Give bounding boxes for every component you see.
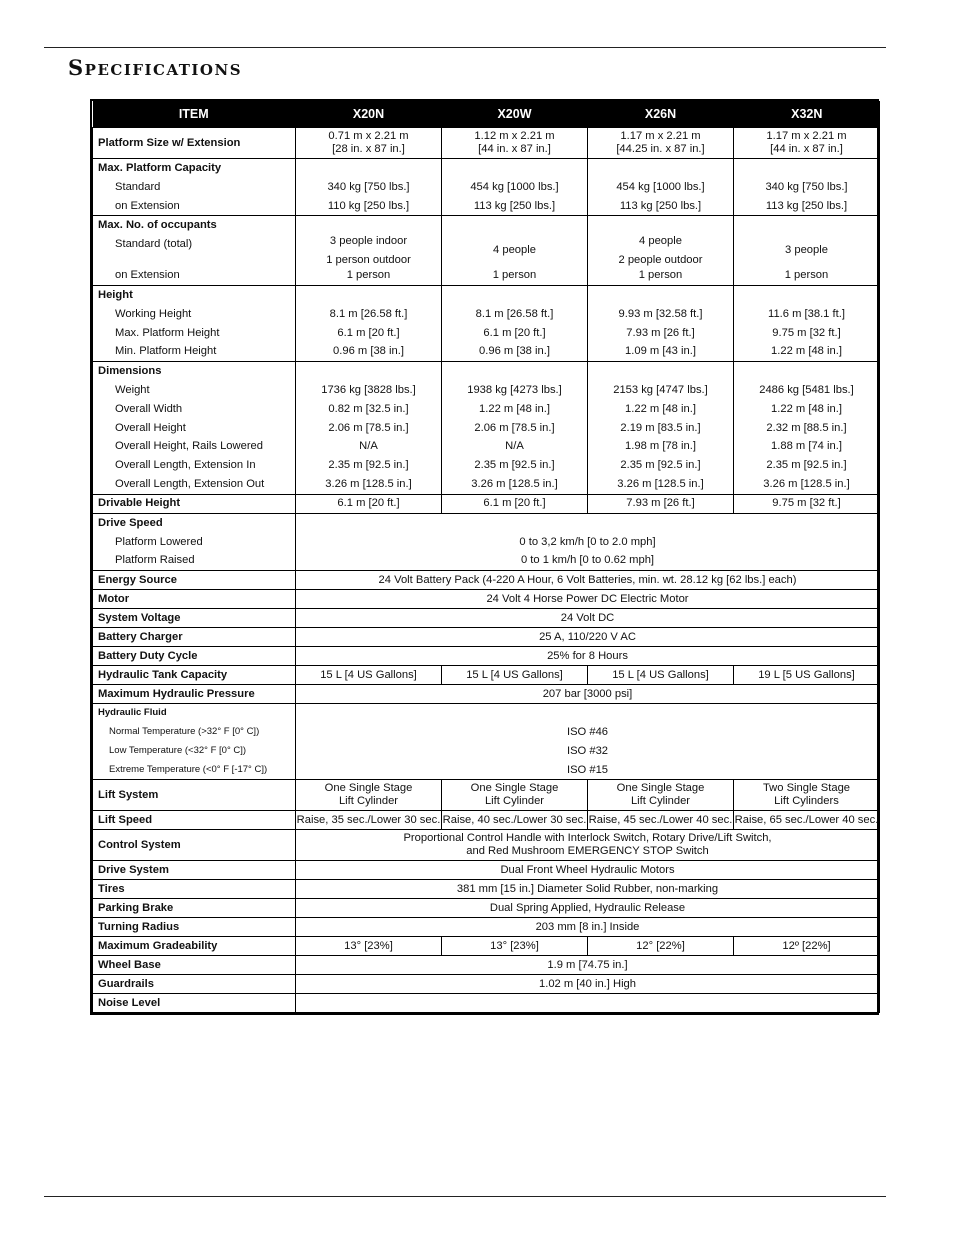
table-cell: 8.1 m [26.58 ft.] 6.1 m [20 ft.] 0.96 m [38 in.] [442, 285, 588, 361]
row-label: Dimensions Weight Overall Width Overall Height Overall Height, Rails Lowered Overall Length, Extension In Overall Length, Extension Out [93, 362, 296, 495]
table-row [93, 994, 880, 1013]
table-cell: Dual Front Wheel Hydraulic Motors [296, 861, 880, 880]
table-cell: 25% for 8 Hours [296, 647, 880, 666]
table-row [93, 918, 880, 937]
header-model: X20W [442, 101, 588, 128]
table-cell: 0 to 3,2 km/h [0 to 2.0 mph] 0 to 1 km/h [0 to 0.62 mph] [296, 513, 880, 570]
table-cell: 15 L [4 US Gallons] [296, 666, 442, 685]
table-cell: 203 mm [8 in.] Inside [296, 918, 880, 937]
table-row [93, 628, 880, 647]
table-cell: One Single Stage Lift Cylinder [442, 780, 588, 811]
row-label: Max. No. of occupants Standard (total) on Extension [93, 216, 296, 286]
table-cell: 3 people indoor 1 person outdoor 1 person [296, 216, 442, 286]
table-row [93, 975, 880, 994]
top-rule [44, 47, 886, 48]
table-cell: 454 kg [1000 lbs.] 113 kg [250 lbs.] [588, 159, 734, 216]
table-cell: 207 bar [3000 psi] [296, 685, 880, 704]
table-cell: 19 L [5 US Gallons] [734, 666, 880, 685]
table-cell: 454 kg [1000 lbs.] 113 kg [250 lbs.] [442, 159, 588, 216]
table-cell: 8.1 m [26.58 ft.] 6.1 m [20 ft.] 0.96 m [38 in.] [296, 285, 442, 361]
row-label: Turning Radius [93, 918, 296, 937]
table-cell: Raise, 35 sec./Lower 30 sec. [296, 811, 442, 830]
row-label: Drive Speed Platform Lowered Platform Raised [93, 513, 296, 570]
table-cell: Proportional Control Handle with Interlock Switch, Rotary Drive/Lift Switch, and Red Mushroom EMERGENCY STOP Switch [296, 830, 880, 861]
row-label: Platform Size w/ Extension [93, 128, 296, 159]
table-row [93, 216, 880, 286]
table-cell: 4 people 2 people outdoor 1 person [588, 216, 734, 286]
row-label: Maximum Gradeability [93, 937, 296, 956]
table-row [93, 590, 880, 609]
page-title: Specifications [68, 55, 243, 80]
table-cell: 24 Volt DC [296, 609, 880, 628]
table-row [93, 780, 880, 811]
table-cell [296, 994, 880, 1013]
table-cell: 13° [23%] [442, 937, 588, 956]
header-model: X26N [588, 101, 734, 128]
table-row [93, 513, 880, 570]
table-cell: One Single Stage Lift Cylinder [296, 780, 442, 811]
table-cell: 7.93 m [26 ft.] [588, 494, 734, 513]
row-label: Lift System [93, 780, 296, 811]
table-row [93, 899, 880, 918]
table-cell: 12º [22%] [734, 937, 880, 956]
table-row [93, 666, 880, 685]
row-label: Energy Source [93, 571, 296, 590]
table-row [93, 362, 880, 495]
table-cell: 24 Volt Battery Pack (4-220 A Hour, 6 Volt Batteries, min. wt. 28.12 kg [62 lbs.] each) [296, 571, 880, 590]
table-cell: 381 mm [15 in.] Diameter Solid Rubber, non-marking [296, 880, 880, 899]
table-cell: ISO #46 ISO #32 ISO #15 [296, 704, 880, 780]
table-cell: 11.6 m [38.1 ft.] 9.75 m [32 ft.] 1.22 m [48 in.] [734, 285, 880, 361]
row-label: Wheel Base [93, 956, 296, 975]
table-row [93, 685, 880, 704]
table-cell: 24 Volt 4 Horse Power DC Electric Motor [296, 590, 880, 609]
table-cell: 340 kg [750 lbs.] 110 kg [250 lbs.] [296, 159, 442, 216]
row-label: Motor [93, 590, 296, 609]
table-cell: One Single Stage Lift Cylinder [588, 780, 734, 811]
table-cell: 1.17 m x 2.21 m [44 in. x 87 in.] [734, 128, 880, 159]
table-cell: 1.9 m [74.75 in.] [296, 956, 880, 975]
table-cell: 1736 kg [3828 lbs.] 0.82 m [32.5 in.] 2.06 m [78.5 in.] N/A 2.35 m [92.5 in.] 3.26 m [128.5 in.] [296, 362, 442, 495]
specifications-table [90, 99, 879, 1015]
header-item: ITEM [93, 101, 296, 128]
table-row [93, 647, 880, 666]
row-label: Max. Platform Capacity Standard on Extension [93, 159, 296, 216]
table-row [93, 128, 880, 159]
table-cell: 1.12 m x 2.21 m [44 in. x 87 in.] [442, 128, 588, 159]
table-cell: 15 L [4 US Gallons] [442, 666, 588, 685]
table-cell: 12° [22%] [588, 937, 734, 956]
table-row [93, 830, 880, 861]
table-cell: 4 people 1 person [442, 216, 588, 286]
row-label: Battery Charger [93, 628, 296, 647]
table-row [93, 811, 880, 830]
bottom-rule [44, 1196, 886, 1197]
table-row [93, 159, 880, 216]
table-row [93, 937, 880, 956]
row-label: Tires [93, 880, 296, 899]
row-label: Height Working Height Max. Platform Height Min. Platform Height [93, 285, 296, 361]
table-cell: 340 kg [750 lbs.] 113 kg [250 lbs.] [734, 159, 880, 216]
table-row [93, 494, 880, 513]
header-model: X32N [734, 101, 880, 128]
table-cell: 2153 kg [4747 lbs.] 1.22 m [48 in.] 2.19 m [83.5 in.] 1.98 m [78 in.] 2.35 m [92.5 in.] 3.26 m [128.5 in.] [588, 362, 734, 495]
row-label: Hydraulic Tank Capacity [93, 666, 296, 685]
table-cell: 9.75 m [32 ft.] [734, 494, 880, 513]
row-label: Guardrails [93, 975, 296, 994]
row-label: Maximum Hydraulic Pressure [93, 685, 296, 704]
table-cell: Raise, 40 sec./Lower 30 sec. [442, 811, 588, 830]
table-header-row [93, 101, 880, 128]
table-cell: Raise, 45 sec./Lower 40 sec. [588, 811, 734, 830]
table-cell: 15 L [4 US Gallons] [588, 666, 734, 685]
table-cell: 0.71 m x 2.21 m [28 in. x 87 in.] [296, 128, 442, 159]
table-row [93, 861, 880, 880]
row-label: Battery Duty Cycle [93, 647, 296, 666]
row-label: Noise Level [93, 994, 296, 1013]
table-row [93, 609, 880, 628]
row-label: Hydraulic Fluid Normal Temperature (>32° F [0° C]) Low Temperature (<32° F [0° C]) Extreme Temperature (<0° F [-17° C]) [93, 704, 296, 780]
table-cell: 6.1 m [20 ft.] [442, 494, 588, 513]
table-cell: 9.93 m [32.58 ft.] 7.93 m [26 ft.] 1.09 m [43 in.] [588, 285, 734, 361]
table-cell: 13° [23%] [296, 937, 442, 956]
row-label: Drive System [93, 861, 296, 880]
table-cell: 3 people 1 person [734, 216, 880, 286]
table-row [93, 704, 880, 780]
table-row [93, 285, 880, 361]
table-row [93, 956, 880, 975]
row-label: Parking Brake [93, 899, 296, 918]
table-row [93, 880, 880, 899]
header-model: X20N [296, 101, 442, 128]
table-cell: 1.17 m x 2.21 m [44.25 in. x 87 in.] [588, 128, 734, 159]
table-cell: 6.1 m [20 ft.] [296, 494, 442, 513]
table-cell: 1.02 m [40 in.] High [296, 975, 880, 994]
table-row [93, 571, 880, 590]
row-label: System Voltage [93, 609, 296, 628]
row-label: Control System [93, 830, 296, 861]
table-cell: 1938 kg [4273 lbs.] 1.22 m [48 in.] 2.06 m [78.5 in.] N/A 2.35 m [92.5 in.] 3.26 m [128.5 in.] [442, 362, 588, 495]
table-cell: 25 A, 110/220 V AC [296, 628, 880, 647]
row-label: Drivable Height [93, 494, 296, 513]
table-cell: 2486 kg [5481 lbs.] 1.22 m [48 in.] 2.32 m [88.5 in.] 1.88 m [74 in.] 2.35 m [92.5 in.] 3.26 m [128.5 in.] [734, 362, 880, 495]
table-cell: Raise, 65 sec./Lower 40 sec. [734, 811, 880, 830]
table-cell: Dual Spring Applied, Hydraulic Release [296, 899, 880, 918]
table-cell: Two Single Stage Lift Cylinders [734, 780, 880, 811]
row-label: Lift Speed [93, 811, 296, 830]
